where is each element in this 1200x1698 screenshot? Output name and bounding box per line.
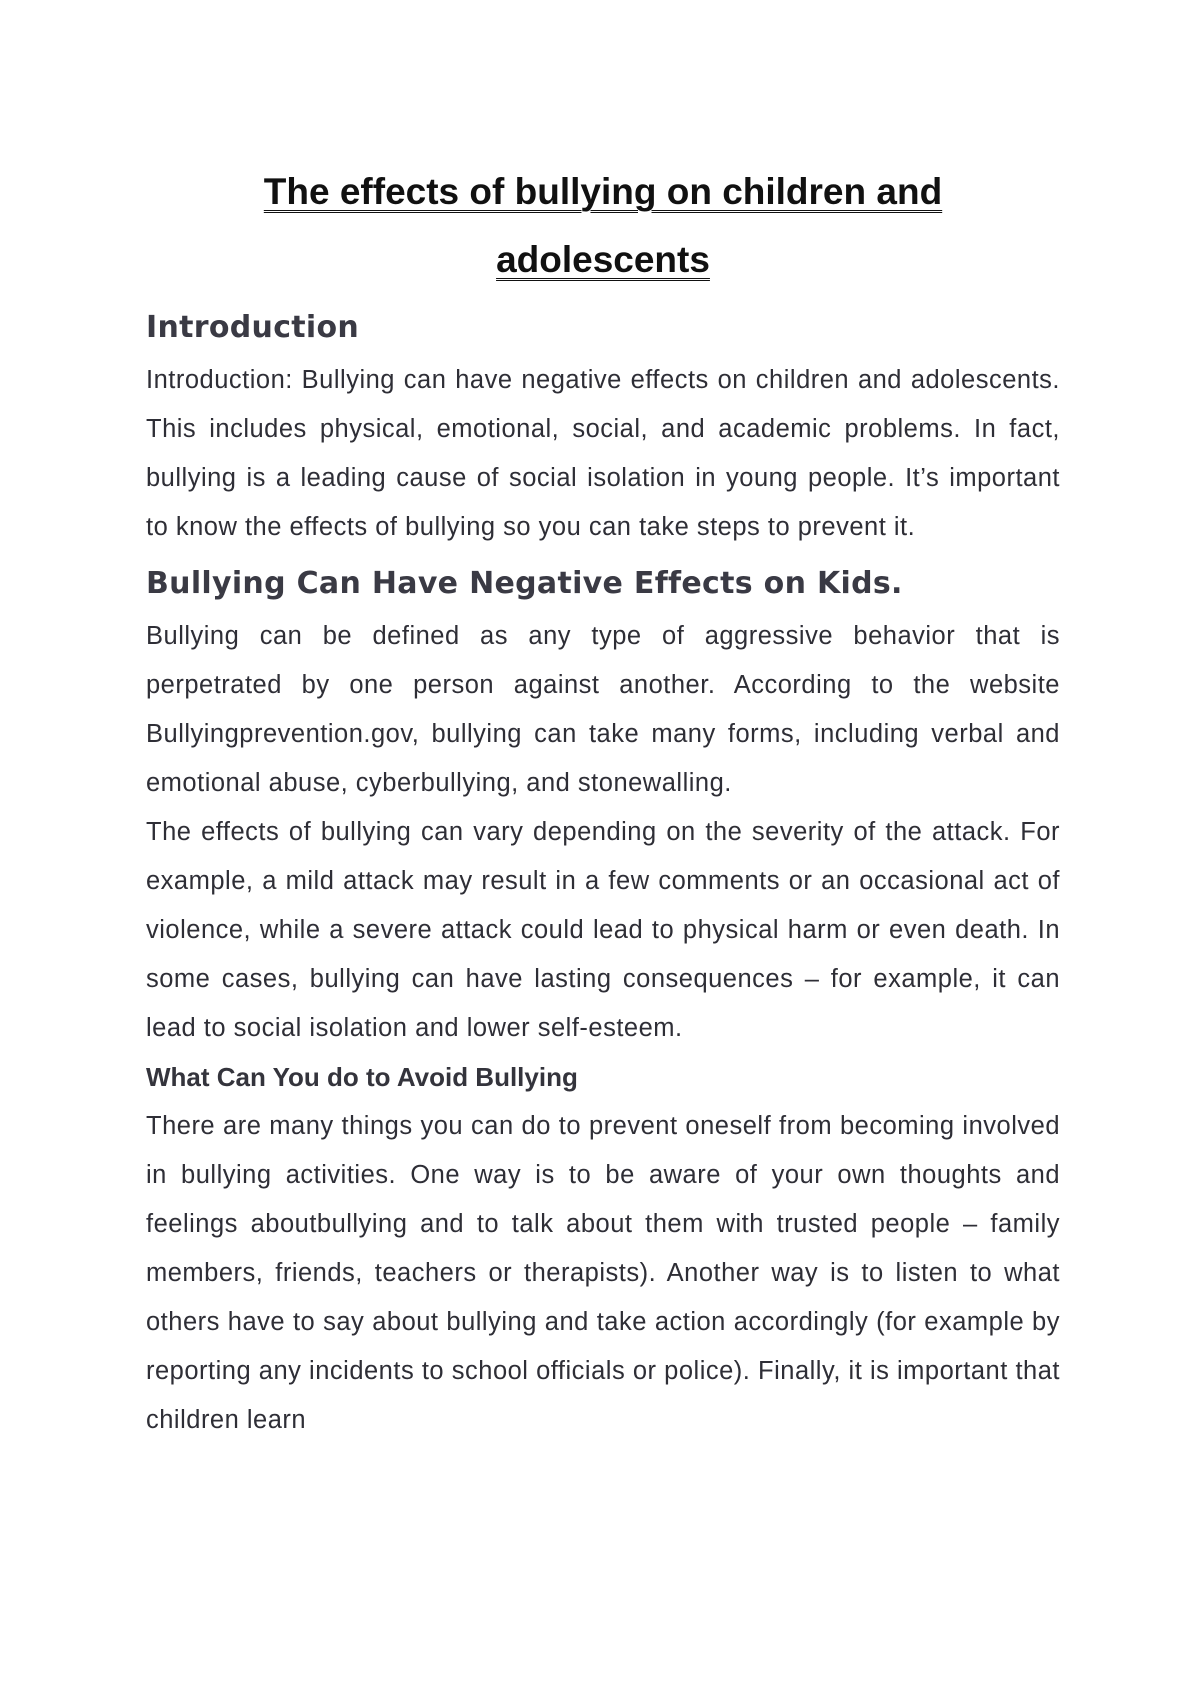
- paragraph-bullying-definition: Bullying can be defined as any type of aggressive behavior that is perpetrated by one person against another. According to the website Bullyingprevention.gov, bullying can take many forms, including verbal and emotional abuse, cyberbullying, and stonewalling.: [146, 622, 1060, 797]
- document-body: [146, 300, 1060, 1445]
- section-heading-avoid-bullying: What Can You do to Avoid Bullying: [146, 1062, 578, 1092]
- section-heading-introduction: Introduction: [146, 310, 360, 345]
- paragraph-bullying-effects: The effects of bullying can vary depending on the severity of the attack. For example, a mild attack may result in a few comments or an occasional act of violence, while a severe attack could lead to physical harm or even death. In some cases, bullying can have lasting consequences – for example, it can lead to social isolation and lower self-esteem.: [146, 818, 1060, 1042]
- section-heading-negative-effects: Bullying Can Have Negative Effects on Kids.: [146, 566, 903, 601]
- document-title-line-2: adolescents: [496, 239, 710, 280]
- document-title: [146, 158, 1060, 294]
- paragraph-avoid-bullying: There are many things you can do to prevent oneself from becoming involved in bullying activities. One way is to be aware of your own thoughts and feelings aboutbullying and to talk about them with trusted people – family members, friends, teachers or therapists). Another way is to listen to what others have to say about bullying and take action accordingly (for example by reporting any incidents to school officials or police). Finally, it is important that children learn: [146, 1112, 1060, 1434]
- paragraph-introduction: Introduction: Bullying can have negative effects on children and adolescents. This includes physical, emotional, social, and academic problems. In fact, bullying is a leading cause of social isolation in young people. It’s important to know the effects of bullying so you can take steps to prevent it.: [146, 366, 1060, 541]
- document-title-line-1: The effects of bullying on children and: [263, 171, 943, 212]
